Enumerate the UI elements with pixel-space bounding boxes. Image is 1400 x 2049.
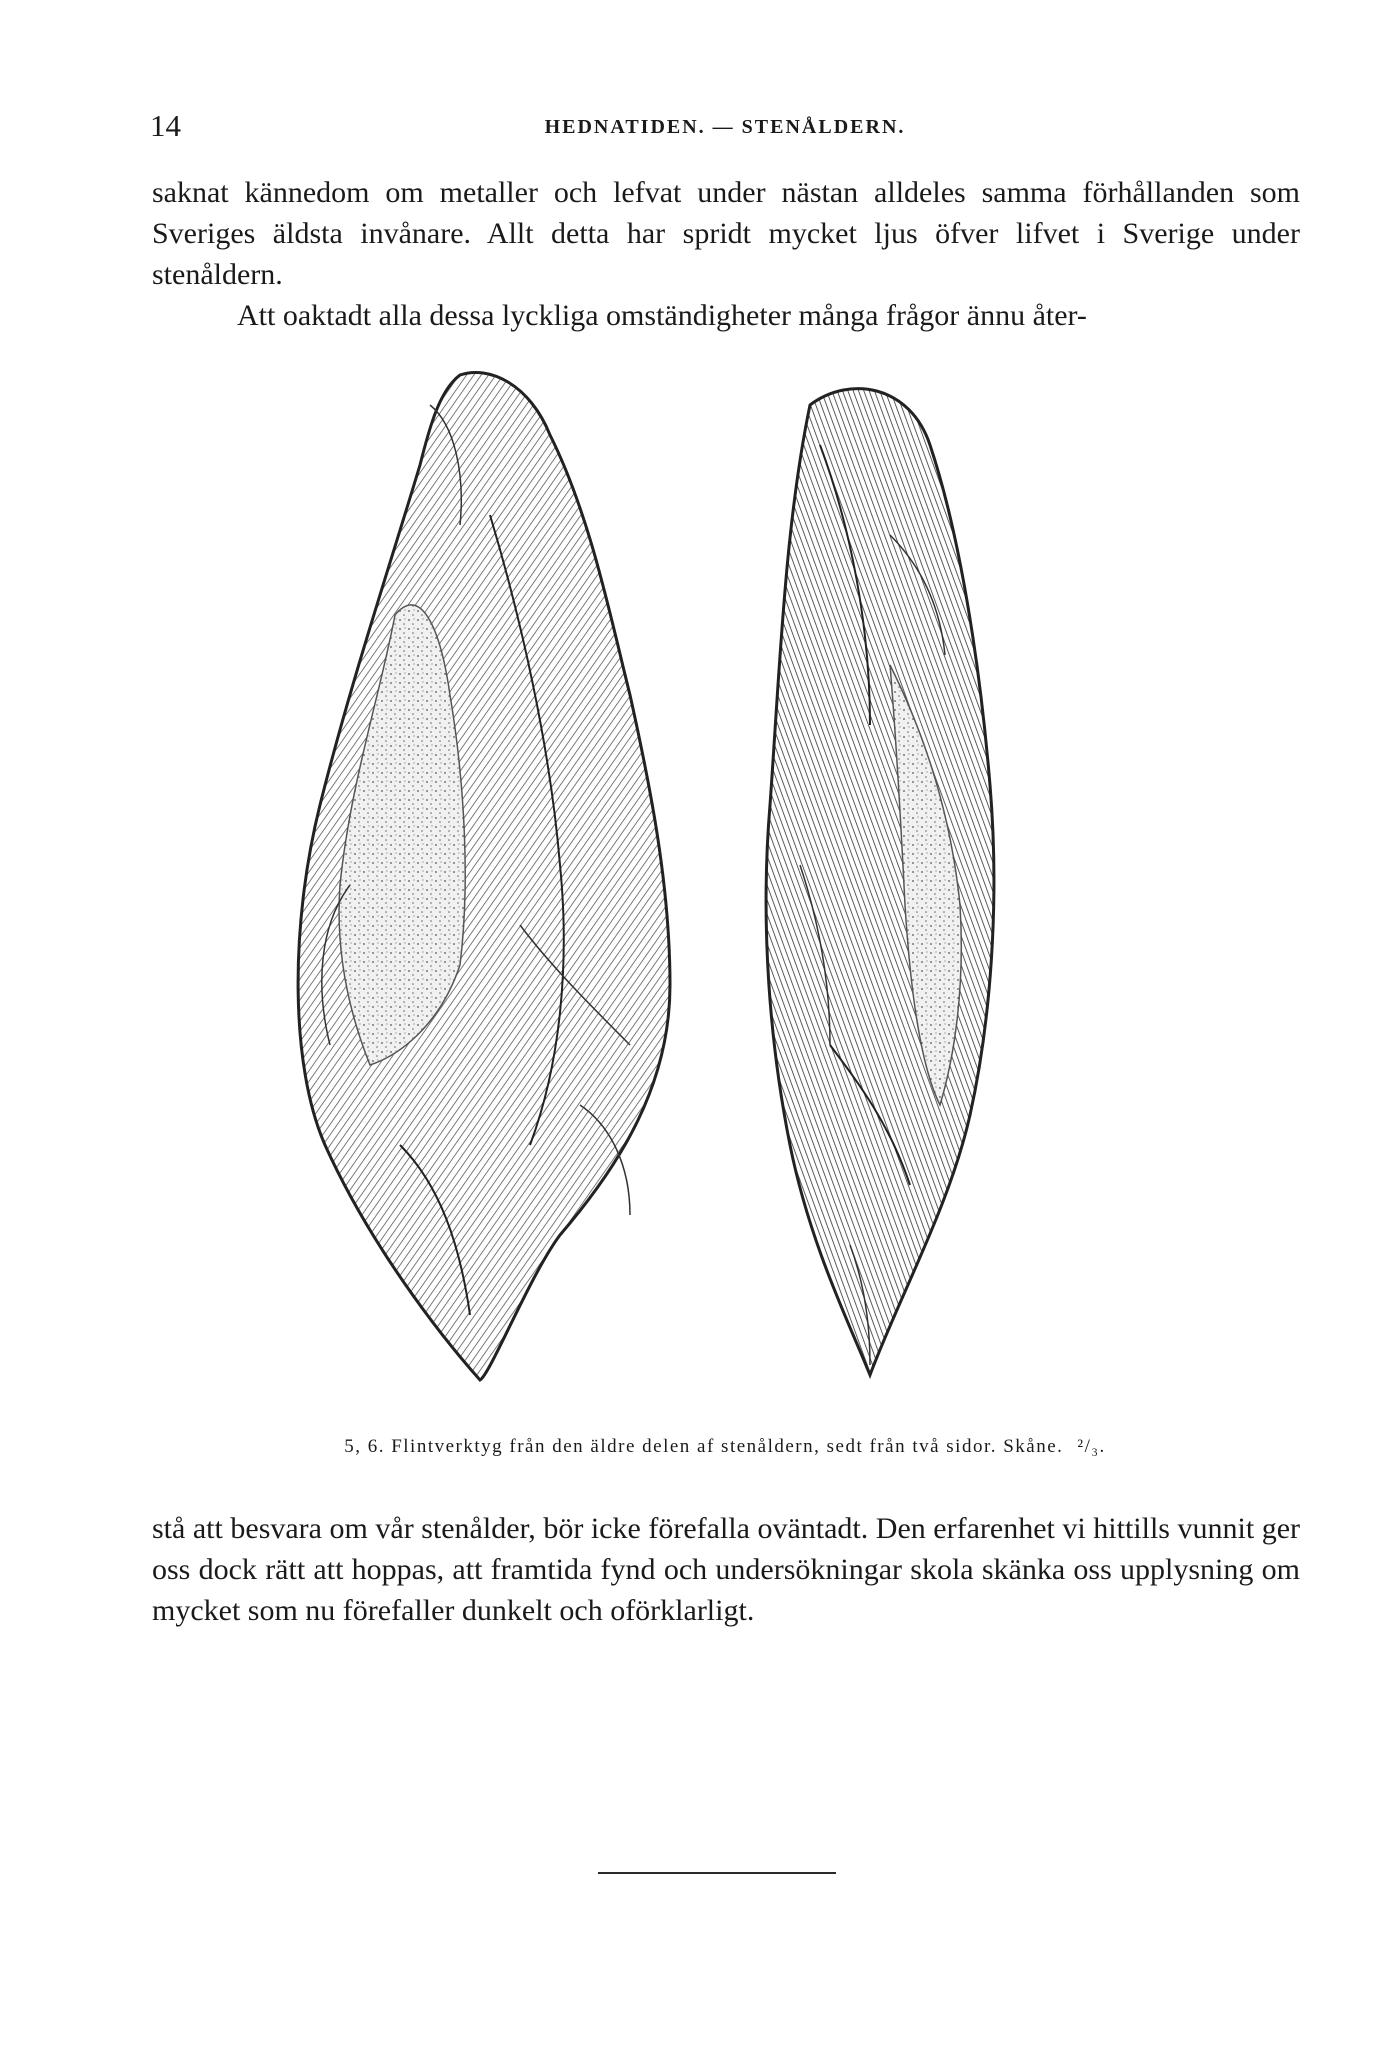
- text-block-top: [152, 172, 1300, 336]
- running-head: [150, 108, 1300, 148]
- flint-tool-side-view: [766, 389, 994, 1375]
- caption-scale: ²/₃.: [1077, 1436, 1106, 1457]
- end-rule: [598, 1872, 836, 1874]
- paragraph: saknat kännedom om metaller och lefvat under nästan alldeles samma förhållanden som Sveriges äldsta invånare. Allt detta har spridt mycket ljus öfver lifvet i Sverige under stenåldern.: [152, 176, 1300, 291]
- text-block-bottom: [152, 1508, 1300, 1631]
- running-title: HEDNATIDEN. — STENÅLDERN.: [544, 116, 906, 138]
- paragraph: Att oaktadt alla dessa lyckliga omständigheter många frågor ännu åter-: [237, 299, 1087, 332]
- flint-tool-front-view: [298, 373, 670, 1381]
- caption-text: 5, 6. Flintverktyg från den äldre delen af stenåldern, sedt från två sidor. Skåne.: [344, 1436, 1064, 1457]
- page-number: 14: [150, 108, 181, 143]
- engraving-image: [290, 365, 1090, 1425]
- paragraph: stå att besvara om vår stenålder, bör icke förefalla oväntadt. Den erfarenhet vi hittills vunnit ger oss dock rätt att hoppas, att framtida fynd och undersökningar skola skänka oss upplysning om mycket som nu förefaller dunkelt och oförklarligt.: [152, 1512, 1300, 1627]
- flint-tools-illustration: [290, 365, 1090, 1425]
- figure-caption: [150, 1436, 1300, 1458]
